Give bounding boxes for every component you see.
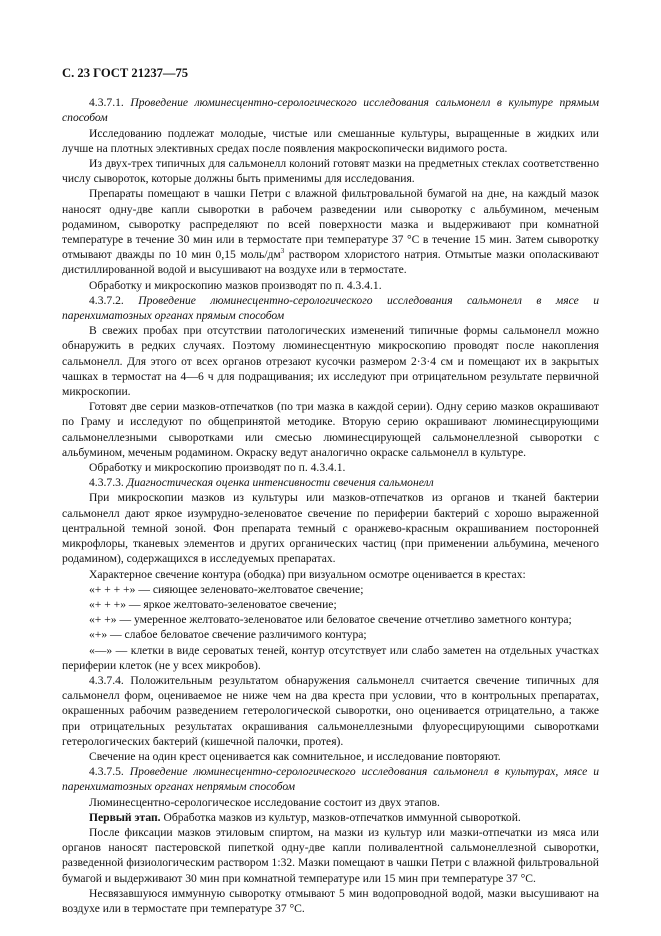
section-title: Диагностическая оценка интенсивности свечения сальмонелл bbox=[126, 476, 434, 490]
paragraph: В свежих пробах при отсутствии патологических изменений типичные формы сальмонелл можно обнаружить в редких случаях. Поэтому люминесцентную микроскопию проводят после накопления сальмонелл. Для этого от всех органов отрезают кусочки размером 2·3·4 см и помещают их в закрытых чашках в термостат на 4—6 ч для подращивания; их исследуют при отрицательном результате первичной микроскопии. bbox=[62, 324, 599, 399]
section-title: Проведение люминесцентно-серологического исследования сальмонелл в культуре прямым способом bbox=[62, 96, 599, 125]
superscript: 3 bbox=[280, 247, 285, 256]
list-item: «+ +» — умеренное желтовато-зеленоватое или беловатое свечение отчетливо заметного контура; bbox=[89, 613, 572, 627]
section-4-3-7-3-heading bbox=[62, 475, 599, 490]
paragraph-text: раствором хлористого натрия. Отмытые мазки ополаскивают дистиллированной водой и высушивают на воздухе или в термостате. bbox=[62, 248, 599, 277]
section-4-3-7-4: 4.3.7.4. Положительным результатом обнаружения сальмонелл считается свечение типичных для сальмонелл форм, оцениваемое не ниже чем на два креста при условии, что в контрольных препаратах, окрашенных рабочим разведением гетерологической сыворотки, оно оценивается отрицательно, а также при отрицательных результатах окрашивания сальмонеллезными флуоресцирующими сыворотками гетерологических бактерий (кишечной палочки, протея). bbox=[62, 673, 599, 748]
paragraph: Исследованию подлежат молодые, чистые или смешанные культуры, выращенные в жидких или лучше на плотных элективных средах после появления макроскопически видимого роста. bbox=[62, 126, 599, 155]
paragraph-text: Препараты помещают в чашки Петри с влажной фильтровальной бумагой на дне, на каждый мазок наносят одну-две капли сыворотки в рабочем разведении или сыворотку с альбумином, меченым родамином, сыворотку распределяют по всей поверхности мазка и выдерживают при комнатной температуре в течение 30 мин или в термостате при температуре 37 °С в течение 15 мин. Затем сыворотку отмывают дважды по 10 мин 0,15 моль/дм bbox=[62, 187, 599, 262]
stage-label: Первый этап. bbox=[89, 810, 161, 824]
section-4-3-7-1-heading bbox=[62, 95, 599, 125]
paragraph: Характерное свечение контура (ободка) при визуальном осмотре оценивается в крестах: bbox=[89, 567, 526, 581]
paragraph: Из двух-трех типичных для сальмонелл колоний готовят мазки на предметных стеклах соответственно числу сывороток, которые должны быть применимы для исследования. bbox=[62, 157, 599, 186]
section-title: Проведение люминесцентно-серологического исследования сальмонелл в культурах, мясе и паренхиматозных органах непрямым способом bbox=[62, 765, 600, 794]
section-title: Проведение люминесцентно-серологического исследования сальмонелл в мясе и паренхиматозных органах прямым способом bbox=[62, 293, 599, 323]
paragraph: Обработку и микроскопию мазков производят по п. 4.3.4.1. bbox=[89, 278, 382, 292]
paragraph: Свечение на один крест оценивается как сомнительное, и исследование повторяют. bbox=[89, 749, 501, 763]
paragraph: Готовят две серии мазков-отпечатков (по три мазка в каждой серии). Одну серию мазков окрашивают по Граму и исследуют по общепринятой методике. Вторую серию окрашивают люминесцирующими сальмонеллезными сыворотками или смесью люминесцирующей сальмонеллезной сыворотки с альбумином, меченым родамином. Окраску ведут аналогично окраске сальмонелл в культуре. bbox=[62, 400, 599, 459]
section-4-3-7-5-heading bbox=[62, 764, 599, 794]
section-number: 4.3.7.1. bbox=[89, 96, 124, 110]
paragraph bbox=[62, 186, 599, 277]
list-item: «—» — клетки в виде сероватых теней, контур отсутствует или слабо заметен на отдельных участках периферии клеток (не у всех микробов). bbox=[62, 643, 599, 672]
page-header: С. 23 ГОСТ 21237—75 bbox=[62, 66, 189, 80]
paragraph: При микроскопии мазков из культуры или мазков-отпечатков из органов и тканей бактерии сальмонелл дают яркое изумрудно-зеленоватое свечение по периферии бактерий с хорошо выраженной центральной темной зоной. Фон препарата темный с оранжево-красным окрашиванием посторонней микрофлоры, тканевых элементов и других органических частиц (при применении альбумина, меченого родамином), содержащихся в исследуемых препаратах. bbox=[62, 491, 599, 566]
paragraph: После фиксации мазков этиловым спиртом, на мазки из культур или мазки-отпечатки из мяса или органов наносят пастеровской пипеткой одну-две капли поливалентной сальмонеллезной сыворотки, разведенной физиологическим раствором 1:32. Мазки помещают в чашки Петри с влажной фильтровальной бумагой и выдерживают 30 мин при комнатной температуре или 15 мин при температуре 37 °С. bbox=[62, 825, 599, 885]
list-item: «+» — слабое беловатое свечение различимого контура; bbox=[89, 628, 367, 642]
list-item: «+ + +» — яркое желтовато-зеленоватое свечение; bbox=[89, 597, 337, 611]
section-number: 4.3.7.2. bbox=[89, 293, 124, 307]
paragraph bbox=[62, 810, 599, 825]
section-number: 4.3.7.5. bbox=[89, 765, 124, 779]
paragraph: Люминесцентно-серологическое исследование состоит из двух этапов. bbox=[89, 795, 440, 809]
paragraph: Несвязавшуюся иммунную сыворотку отмывают 5 мин водопроводной водой, мазки высушивают на воздухе или в термостате при температуре 37 °С. bbox=[62, 886, 599, 915]
paragraph: Обработку и микроскопию производят по п. 4.3.4.1. bbox=[89, 461, 346, 475]
list-item: «+ + + +» — сияющее зеленовато-желтоватое свечение; bbox=[89, 582, 364, 596]
section-4-3-7-2-heading bbox=[62, 293, 599, 323]
paragraph-text: Обработка мазков из культур, мазков-отпечатков иммунной сывороткой. bbox=[160, 810, 521, 824]
section-number: 4.3.7.3. bbox=[89, 476, 124, 490]
